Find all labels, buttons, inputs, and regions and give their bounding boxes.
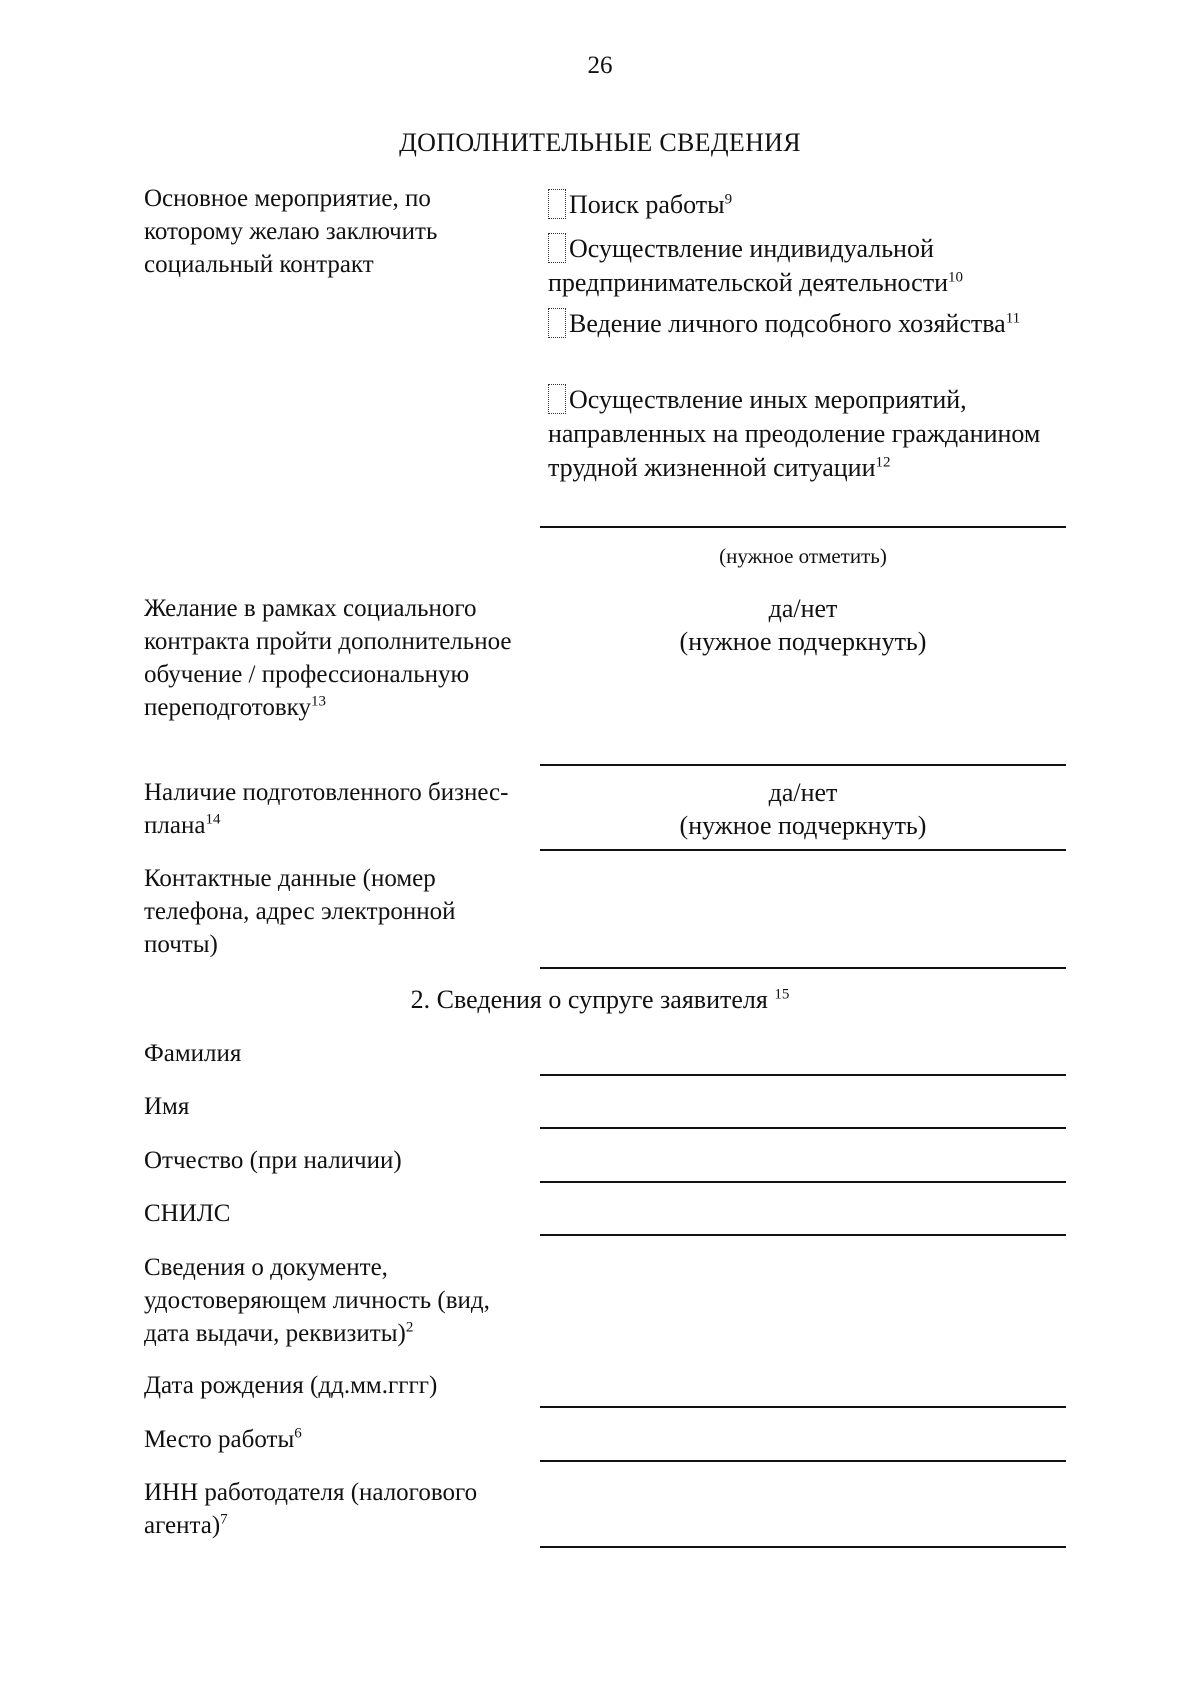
name-label: Имя: [144, 1093, 190, 1120]
workplace-label-text: Место работы: [144, 1426, 295, 1453]
name-input-line[interactable]: [540, 1127, 1066, 1129]
training-answer-options[interactable]: да/нет: [768, 594, 838, 623]
footnote-ref: 2: [405, 1319, 414, 1336]
page-number: 26: [587, 52, 613, 79]
business-plan-answer[interactable]: [540, 776, 1066, 842]
option-household: [548, 307, 1068, 341]
contacts-input-line[interactable]: [540, 967, 1066, 969]
workplace-input-line[interactable]: [540, 1460, 1066, 1462]
footnote-ref: 6: [294, 1425, 302, 1442]
training-divider: [540, 764, 1066, 766]
employer-inn-label-text: ИНН работодателя (налогового агента): [144, 1479, 478, 1539]
patronymic-label: Отчество (при наличии): [144, 1147, 402, 1174]
id-document-label: [144, 1251, 529, 1350]
main-event-label: [144, 182, 529, 281]
option-job-search: [548, 188, 1068, 222]
training-label-text: Желание в рамках социального контракта пройти дополнительное обучение / профессиональную переподготовку: [144, 595, 512, 721]
footnote-ref: 9: [724, 191, 733, 208]
workplace-label: [144, 1423, 529, 1456]
footnote-ref: 12: [875, 454, 891, 471]
snils-input-line[interactable]: [540, 1234, 1066, 1236]
footnote-ref: 15: [774, 986, 790, 1003]
main-event-divider: [540, 526, 1066, 528]
training-label: [144, 592, 529, 724]
checkbox-household[interactable]: [548, 308, 566, 338]
option-other-measures: [548, 383, 1068, 485]
footnote-ref: 14: [205, 811, 221, 828]
option-job-search-text: Поиск работы: [569, 190, 725, 219]
option-entrepreneurship-text: Осуществление индивидуальной предпринимательской деятельности: [548, 234, 948, 297]
business-plan-divider: [540, 849, 1066, 851]
patronymic-input-line[interactable]: [540, 1181, 1066, 1183]
snils-label: СНИЛС: [144, 1200, 231, 1227]
business-plan-label: [144, 776, 529, 842]
employer-inn-input-line[interactable]: [540, 1546, 1066, 1548]
checkbox-other-measures[interactable]: [548, 384, 566, 414]
business-plan-answer-hint: (нужное подчеркнуть): [679, 811, 927, 840]
section-title: ДОПОЛНИТЕЛЬНЫЕ СВЕДЕНИЯ: [399, 128, 801, 157]
training-answer-hint: (нужное подчеркнуть): [679, 627, 927, 656]
spouse-section-title-text: 2. Сведения о супруге заявителя: [410, 985, 768, 1014]
spouse-section-title: [0, 985, 1200, 1015]
contacts-label-text: Контактные данные (номер телефона, адрес электронной почты): [144, 865, 456, 958]
id-document-label-text: Сведения о документе, удостоверяющем личность (вид, дата выдачи, реквизиты): [144, 1254, 490, 1347]
business-plan-answer-options[interactable]: да/нет: [768, 778, 838, 807]
training-answer[interactable]: [540, 592, 1066, 658]
birth-date-label: Дата рождения (дд.мм.гггг): [144, 1372, 438, 1399]
surname-label: Фамилия: [144, 1040, 242, 1067]
main-event-label-text: Основное мероприятие, по которому желаю заключить социальный контракт: [144, 185, 438, 278]
surname-input-line[interactable]: [540, 1074, 1066, 1076]
contacts-label: [144, 862, 529, 961]
option-entrepreneurship: [548, 232, 1068, 300]
footnote-ref: 10: [947, 269, 963, 286]
business-plan-label-text: Наличие подготовленного бизнес-плана: [144, 779, 509, 839]
employer-inn-label: [144, 1476, 529, 1542]
option-household-text: Ведение личного подсобного хозяйства: [569, 309, 1006, 338]
footnote-ref: 7: [220, 1511, 228, 1528]
checkbox-job-search[interactable]: [548, 189, 566, 219]
option-other-measures-text: Осуществление иных мероприятий, направленных на преодоление гражданином трудной жизненной ситуации: [548, 385, 1041, 482]
main-event-hint: (нужное отметить): [719, 544, 887, 568]
checkbox-entrepreneurship[interactable]: [548, 233, 566, 263]
footnote-ref: 11: [1005, 310, 1021, 327]
footnote-ref: 13: [310, 693, 326, 710]
birth-date-input-line[interactable]: [540, 1406, 1066, 1408]
